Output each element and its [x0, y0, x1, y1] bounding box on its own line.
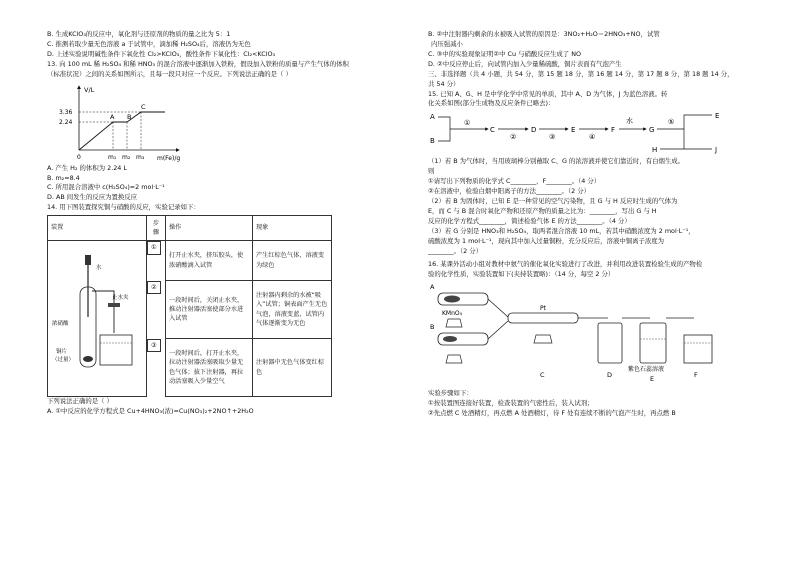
- flow-r4: ④: [589, 133, 596, 142]
- lamp-c: [534, 335, 552, 343]
- bottle-e: [640, 323, 666, 363]
- graph-point-a: A: [110, 112, 115, 121]
- q13-option-a: A. 产生 H₂ 的体积为 2.24 L: [47, 163, 127, 172]
- app-label-d: D: [607, 371, 613, 380]
- q14-option-c: C. ③中的实验现象证明②中 Cu 与硝酸反应生成了 NO: [428, 49, 582, 58]
- question-16-cont: 验的化学性质，实验装置如下(夹持装置略)：（14 分，每空 2 分）: [428, 269, 615, 278]
- op-1: 打开止水夹，挤压胶头，使浓硝酸滴入试管: [166, 241, 253, 281]
- graph-point-c: C: [141, 102, 146, 111]
- flow-r3: ③: [549, 133, 556, 142]
- section-3-heading-cont: 共 54 分）: [428, 79, 460, 88]
- section-3-heading: 三、非选择题（共 4 小题，共 54 分，第 15 题 18 分，第 16 题 14 分，第 17 题 8 分，第 18 题 14 分，: [428, 69, 734, 78]
- graph-y-336: 3.36: [59, 108, 73, 116]
- table-header-op: 操作: [166, 216, 253, 241]
- phenomenon-1: 产生红棕色气体，溶液变为绿色: [253, 241, 332, 281]
- flow-r2: ②: [510, 133, 517, 142]
- clamp: [108, 303, 120, 307]
- water-basin: [100, 335, 132, 365]
- apparatus-diagram: [428, 279, 728, 389]
- step-1-text: ①按装置图连接好装置，检查装置的气密性后，装入试剂；: [428, 399, 594, 408]
- lamp-b: [446, 355, 462, 363]
- graph-m2: m₂: [122, 153, 131, 161]
- bottle-d: [598, 323, 622, 363]
- app-label-f: F: [694, 371, 698, 380]
- phenomenon-2: 注射器内剩余的水被“吸入”试管；铜表面产生无色气泡，溶液变蓝，试管内气体逐渐变为无色: [253, 281, 332, 339]
- flow-b: B: [430, 137, 435, 146]
- graph-origin: 0: [77, 153, 81, 161]
- app-label-e: E: [650, 375, 655, 384]
- graph-ylabel: V/L: [84, 85, 95, 94]
- q14-option-b: B. ②中注射器内剩余的水被吸入试管的原因是：3NO₂+H₂O＝2HNO₃+NO，试管: [428, 30, 660, 38]
- table-header-phenomenon: 现象: [253, 216, 332, 241]
- apparatus-cell: [48, 241, 147, 397]
- q15-part2: （2）若 B 为固体时，已知 E 是一种常见的空气污染物，且 G 与 H 反应时生成的气体为: [428, 197, 678, 206]
- op-3: 一段时间后，打开止水夹，拉动注射器活塞吸取少量无色气体；拔下注射器，再拉动活塞吸入少量空气: [166, 339, 253, 397]
- q15-part3: （3）若 G 分别是 HNO₃和 H₂SO₄，取两者混合溶液 10 mL，若其中硝酸浓度为 2 mol·L⁻¹，: [428, 226, 695, 235]
- dropper-bulb: [85, 255, 91, 265]
- option-d: D. 上述实验说明碱性条件下氧化性 Cl₂>KClO₃，酸性条件下氧化性：Cl₂<KClO₃: [47, 49, 276, 58]
- q15-part1: （1）若 B 为气体时，当用玻璃棒分别蘸取 C、G 的浓溶液并使它们靠近时，有白烟生成。: [428, 157, 685, 166]
- app-label-b: B: [430, 323, 435, 332]
- left-column: [47, 30, 392, 417]
- step-2-text: ②先点燃 C 处酒精灯，再点燃 A 处酒精灯，待 F 处有连续不断的气泡产生时，再点燃 B: [428, 409, 676, 418]
- copper-piece: [83, 356, 93, 362]
- q13-option-b: B. m₂=8.4: [47, 173, 80, 182]
- flow-f: F: [611, 126, 616, 135]
- flow-e: E: [571, 126, 576, 135]
- flow-water: 水: [626, 117, 633, 126]
- flow-j: J: [715, 146, 718, 155]
- q14-option-a: A. ①中反应的化学方程式是 Cu+4HNO₃(浓)=Cu(NO₃)₂+2NO↑+2H₂O: [47, 407, 254, 416]
- table-header-device: 装置: [48, 216, 147, 241]
- table-header-step: 步骤: [147, 216, 166, 241]
- option-c: C. 推测若取少量无色溶液 a 于试管中，滴加稀 H₂SO₄后，溶液仍为无色: [47, 39, 251, 48]
- q15-part1-sub2: ②在溶液中，检验白烟中阳离子的方法________。（2 分）: [428, 187, 591, 196]
- label-water: 水: [96, 264, 102, 271]
- flow-r5: ⑤: [668, 118, 675, 127]
- flow-e2: E: [715, 112, 720, 121]
- step-2: ②: [147, 281, 161, 295]
- q14-question: 下列说法正确的是（ ）: [47, 397, 113, 406]
- apparatus-drawing: [48, 247, 140, 387]
- q15-part2-cont: E，而 C 与 B 混合时氧化产物和还原产物的质量之比为：________，写出 G 与 H: [428, 206, 657, 215]
- delivery-tube: [92, 291, 114, 333]
- flow-g: G: [649, 126, 655, 135]
- app-kmno4: KMnO₄: [442, 310, 463, 318]
- graph-m1: m₁: [108, 153, 117, 161]
- question-14: 14. 用下图装置探究铜与硝酸的反应，实验记录如下：: [47, 203, 200, 212]
- option-b: B. 生成KClO₃的反应中，氧化剂与还原剂的物质的量之比为 5：1: [47, 30, 231, 38]
- flow-d: D: [531, 126, 537, 135]
- fe-volume-graph: [57, 82, 197, 164]
- flow-h: H: [652, 146, 658, 155]
- graph-m3: m₃: [136, 153, 145, 161]
- right-column: [428, 30, 758, 419]
- graph-y-224: 2.24: [59, 118, 73, 126]
- q15-part3-cont: 硫酸浓度为 1 mol·L⁻¹，现向其中加入过量铜粉，充分反应后，溶液中铜离子浓度为: [428, 236, 665, 245]
- q15-part1-sub1: ①请写出下列物质的化学式 C________，F________。（4 分）: [428, 177, 601, 186]
- app-label-c: C: [540, 371, 545, 380]
- flow-a: A: [430, 113, 435, 122]
- q15-part3-cont2: ________。（2 分）: [428, 246, 483, 255]
- question-16: 16. 某课外活动小组对教材中氨气的催化氧化实验进行了改进，并利用改进装置检验生成的产物检: [428, 259, 703, 268]
- phenomenon-3: 注射器中无色气体变红棕色: [253, 339, 332, 397]
- kmno4-powder: [444, 296, 460, 303]
- q13-option-c: C. 所用混合溶液中 c(H₂SO₄)=2 mol·L⁻¹: [47, 183, 165, 192]
- beaker-f: [684, 335, 712, 363]
- label-conc-hno3: 浓硝酸: [52, 320, 69, 327]
- app-label-a: A: [430, 283, 435, 292]
- q14-option-d: D. ②中反应停止后，向试管内加入少量稀硫酸，铜片表面有气泡产生: [428, 59, 622, 68]
- q15-part1-cont: 则: [428, 167, 435, 176]
- tube-c: [508, 313, 578, 323]
- graph-xlabel: m(Fe)/g: [157, 154, 181, 162]
- label-excess: （过量）: [52, 356, 75, 363]
- connector-ab: [488, 299, 508, 339]
- experiment-table: [47, 215, 332, 397]
- graph-curve: [79, 112, 165, 150]
- question-15: 15. 已知 A、G、H 是中学化学中常见的单质，其中 A、D 为气体，J 为蓝色溶液。转: [428, 89, 668, 98]
- q15-part2-cont2: 反应的化学方程式________，简述检验气体 E 的方法________。（4 分）: [428, 216, 631, 225]
- lamp-a: [446, 319, 462, 327]
- app-pt: Pt: [540, 305, 546, 313]
- app-litmus: 紫色石蕊溶液: [628, 366, 665, 374]
- flow-r1: ①: [464, 119, 471, 128]
- label-copper: 铜片: [56, 348, 68, 355]
- graph-point-b: B: [127, 112, 132, 121]
- question-15-cont: 化关系如图(部分生成物及反应条件已略去)：: [428, 99, 555, 108]
- question-13-cont: （标准状况）之间的关系如图所示，且每一段只对应一个反应。下列说法正确的是（ ）: [47, 69, 292, 78]
- flow-g-branch: [657, 115, 712, 149]
- flow-merge-line: [438, 117, 488, 141]
- reagent-b: [443, 336, 457, 342]
- step-1: ①: [147, 241, 161, 255]
- step-3: ③: [147, 339, 161, 353]
- conversion-flowchart: [428, 109, 728, 157]
- question-13: 13. 向 100 mL 稀 H₂SO₄ 和稀 HNO₃ 的混合溶液中逐渐加入铁粉，假设加入铁粉的质量与产生气体的体积: [47, 59, 349, 68]
- q14-option-b-cont: 内压强减小: [431, 39, 463, 48]
- steps-heading: 实验步骤如下：: [428, 389, 473, 398]
- q13-option-d: D. AB 间发生的反应为置换反应: [47, 193, 138, 202]
- op-2: 一段时间后，关闭止水夹，推动注射器活塞使部分水进入试管: [166, 281, 253, 339]
- label-clamp: 止水夹: [112, 294, 129, 301]
- flow-c: C: [490, 126, 495, 135]
